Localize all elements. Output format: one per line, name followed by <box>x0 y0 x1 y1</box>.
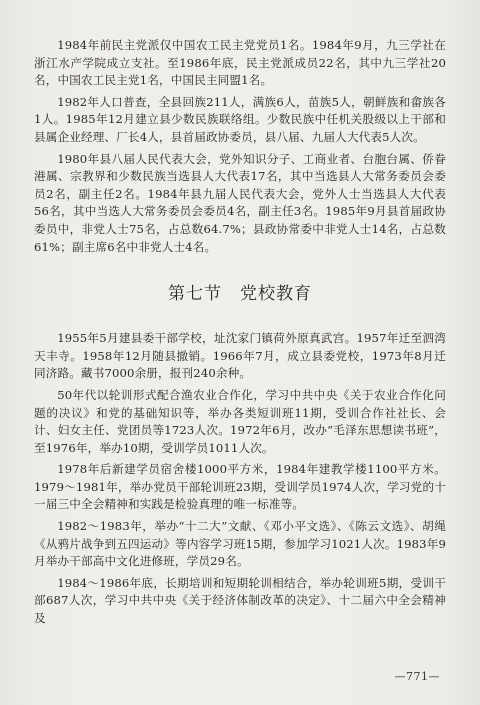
paragraph-1982-study-classes: 1982～1983年，举办“十二大”文献、《邓小平文选》、《陈云文选》、胡绳《从鸦片战争到五四运动》等内容学习班15期，参加学习1021人次。1983年9月举办干部高中文化进修班，学员29名。 <box>34 519 446 569</box>
page-content <box>34 37 446 632</box>
paragraph-1978-construction: 1978年后新建学员宿舍楼1000平方米，1984年建教学楼1100平方米。1979～1981年，举办党员干部轮训班23期，受训学员1974人次，学习党的十一届三中全会精神和实践是检验真理的唯一标准等。 <box>34 462 446 512</box>
paragraph-1984-training: 1984～1986年底，长期培训和短期轮训相结合，举办轮训班5期，受训干部687人次，学习中共中央《关于经济体制改革的决定》、十二届六中全会精神及 <box>34 575 446 626</box>
paragraph-ethnic-minorities: 1982年人口普查，全县回族211人，满族6人，苗族5人，朝鲜族和畲族各1人。1985年12月建立县少数民族联络组。少数民族中任机关股级以上干部和县属企业经理、厂长4人，县首届政协委员，县八届、九届人大代表5人次。 <box>34 94 446 144</box>
section-title: 第七节 党校教育 <box>168 284 312 305</box>
paragraph-non-party-representatives: 1980年县八届人民代表大会，党外知识分子、工商业者、台胞台属、侨眷港属、宗教界和少数民族当选县人大代表17名，其中当选县人大常务委员会委员2名，副主任2名。1984年县九届人民代表大会，党外人士当选县人大代表56名，其中当选人大常务委员会委员4名，副主任3名。1985年9月县首届政协委员中，非党人士75名，占总数64.7%；县政协常委中非党人士14名，占总数61%；副主席6名中非党人士4名。 <box>34 151 446 254</box>
paragraph-democratic-parties: 1984年前民主党派仅中国农工民主党党员1名。1984年9月，九三学社在浙江水产学院成立支社。至1986年底，民主党派成员22名，其中九三学社20名，中国农工民主党1名，中国民主同盟1名。 <box>34 38 446 88</box>
paragraph-1950s-training: 50年代以轮训形式配合渔农业合作化，学习中共中央《关于农业合作化问题的决议》和党的基础知识等，举办各类短训班11期，受训合作社社长、会计、妇女主任、党团员等1723人次。1972年6月，改办“毛泽东思想读书班”，至1976年，举办10期，受训学员1011人次。 <box>34 387 446 455</box>
page-number: —771— <box>394 670 440 683</box>
paragraph-party-school-history: 1955年5月建县委干部学校，址沈家门镇荷外原真武宫。1957年迁至泗湾天丰寺。1958年12月随县撤销。1966年7月，成立县委党校，1973年8月迁同济路。藏书7000余册，报刊240余种。 <box>34 331 446 381</box>
